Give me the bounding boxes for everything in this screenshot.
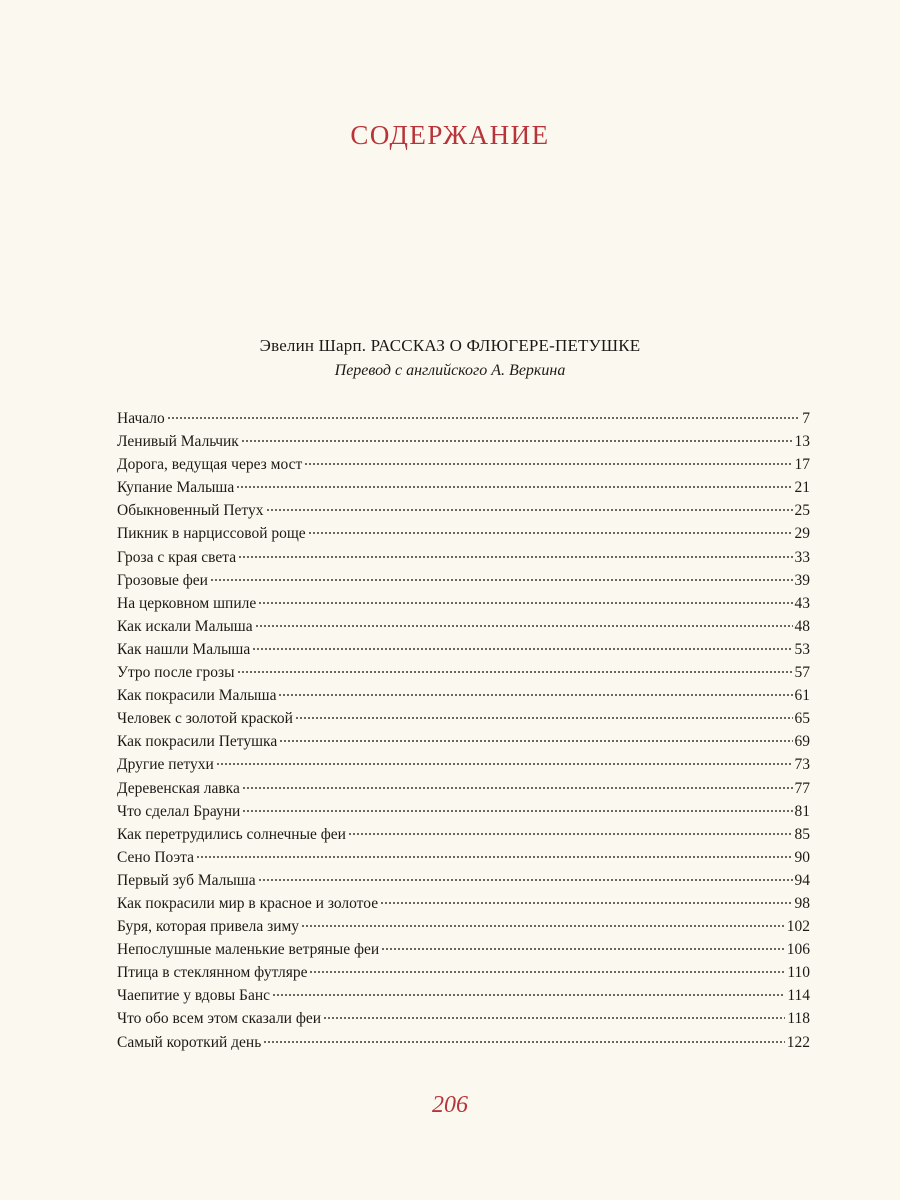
toc-entry-page: 7 [802, 410, 810, 427]
toc-entry-title: Начало [117, 410, 165, 427]
toc-entry-title: Обыкновенный Петух [117, 502, 264, 520]
toc-entry-title: Утро после грозы [117, 664, 235, 682]
toc-entry-title: Как покрасили Малыша [117, 687, 277, 705]
toc-entry-title: Как покрасили Петушка [117, 733, 278, 751]
toc-entry-title: Как нашли Малыша [117, 640, 251, 658]
toc-dot-leader [258, 879, 793, 881]
toc-entry-page: 65 [794, 710, 810, 728]
toc-entry [117, 777, 810, 800]
toc-entry [117, 546, 810, 569]
toc-entry [117, 707, 810, 730]
toc-entry-page: 57 [794, 664, 810, 682]
toc-entry-title: Чаепитие у вдовы Банс [117, 987, 271, 1005]
toc-entry [117, 1031, 810, 1054]
toc-dot-leader [236, 486, 792, 488]
toc-entry-title: Первый зуб Малыша [117, 871, 256, 889]
toc-entry-title: Что обо всем этом сказали феи [117, 1010, 322, 1028]
toc-entry-title: Как покрасили мир в красное и золотое [117, 894, 379, 912]
toc-entry-page: 17 [794, 456, 810, 474]
toc-entry-title: Ленивый Мальчик [117, 433, 239, 451]
toc-dot-leader [210, 579, 793, 581]
toc-entry [117, 938, 810, 961]
toc-dot-leader [381, 948, 785, 950]
toc-entry [117, 407, 810, 430]
toc-entry-page: 43 [794, 594, 810, 612]
page-number: 206 [432, 1092, 468, 1118]
toc-entry-page: 85 [794, 825, 810, 843]
toc-entry [117, 615, 810, 638]
toc-dot-leader [255, 625, 793, 627]
toc-entry [117, 430, 810, 453]
toc-entry-page: 73 [794, 756, 810, 774]
toc-entry [117, 522, 810, 545]
toc-entry-title: Птица в стеклянном футляре [117, 964, 308, 982]
toc-entry [117, 638, 810, 661]
toc-entry-page: 13 [794, 433, 810, 451]
toc-entry [117, 892, 810, 915]
toc-entry-page: 122 [786, 1033, 810, 1051]
toc-entry-title: Как искали Малыша [117, 617, 253, 635]
toc-entry [117, 661, 810, 684]
toc-entry-title: Пикник в нарциссовой роще [117, 525, 306, 543]
toc-entry-page: 21 [794, 479, 810, 497]
toc-entry-title: Другие петухи [117, 756, 214, 774]
toc-entry [117, 476, 810, 499]
toc-entry-page: 39 [794, 571, 810, 589]
toc-entry-title: Непослушные маленькие ветряные феи [117, 941, 380, 959]
toc-dot-leader [242, 810, 792, 812]
toc-dot-leader [301, 925, 785, 927]
toc-entry-title: Грозовые феи [117, 571, 208, 589]
toc-dot-leader [263, 1041, 784, 1043]
toc-dot-leader [304, 463, 792, 465]
toc-entry-title: Купание Малыша [117, 479, 235, 497]
toc-dot-leader [252, 648, 792, 650]
toc-entry-page: 118 [787, 1010, 810, 1028]
toc-entry-title: Что сделал Брауни [117, 802, 241, 820]
toc-dot-leader [216, 763, 793, 765]
toc-entry [117, 592, 810, 615]
toc-entry [117, 823, 810, 846]
toc-dot-leader [348, 833, 793, 835]
toc-entry [117, 915, 810, 938]
toc-entry-title: Сено Поэта [117, 848, 194, 866]
toc-dot-leader [308, 532, 793, 534]
toc-dot-leader [238, 556, 792, 558]
toc-entry-page: 81 [794, 802, 810, 820]
toc-entry-title: Буря, которая привела зиму [117, 918, 300, 936]
toc-entry [117, 453, 810, 476]
toc-entry-title: Дорога, ведущая через мост [117, 456, 303, 474]
toc-entry [117, 499, 810, 522]
toc-entry-page: 106 [786, 941, 810, 959]
toc-dot-leader [242, 787, 793, 789]
toc-entry-page: 69 [794, 733, 810, 751]
toc-entry-title: На церковном шпиле [117, 594, 257, 612]
toc-entry [117, 684, 810, 707]
table-of-contents [117, 407, 810, 1054]
toc-entry [117, 984, 810, 1007]
toc-dot-leader [279, 740, 792, 742]
toc-entry-page: 114 [787, 987, 810, 1005]
toc-entry [117, 800, 810, 823]
toc-entry [117, 846, 810, 869]
toc-entry [117, 753, 810, 776]
toc-entry-page: 94 [794, 871, 810, 889]
section-heading: Эвелин Шарп. РАССКАЗ О ФЛЮГЕРЕ-ПЕТУШКЕ [259, 336, 641, 355]
toc-entry-page: 102 [786, 918, 810, 936]
toc-dot-leader [237, 671, 793, 673]
toc-dot-leader [323, 1017, 785, 1019]
toc-entry-page: 53 [794, 640, 810, 658]
toc-dot-leader [278, 694, 792, 696]
toc-entry-page: 90 [794, 848, 810, 866]
toc-entry-page: 77 [794, 779, 810, 797]
toc-dot-leader [258, 602, 792, 604]
toc-entry-page: 48 [794, 617, 810, 635]
toc-dot-leader [309, 971, 785, 973]
toc-dot-leader [241, 440, 793, 442]
toc-entry-title: Деревенская лавка [117, 779, 240, 797]
toc-entry-title: Человек с золотой краской [117, 710, 293, 728]
toc-dot-leader [272, 994, 785, 996]
toc-entry-title: Как перетрудились солнечные феи [117, 825, 346, 843]
toc-entry [117, 1007, 810, 1030]
toc-entry-page: 98 [794, 894, 810, 912]
toc-dot-leader [196, 856, 793, 858]
toc-entry [117, 569, 810, 592]
toc-dot-leader [167, 417, 801, 419]
toc-entry [117, 869, 810, 892]
toc-entry-page: 33 [794, 548, 810, 566]
toc-dot-leader [266, 509, 793, 511]
toc-entry-title: Самый короткий день [117, 1033, 262, 1051]
toc-entry [117, 961, 810, 984]
toc-entry-title: Гроза с края света [117, 548, 237, 566]
toc-dot-leader [380, 902, 792, 904]
toc-entry-page: 29 [794, 525, 810, 543]
toc-dot-leader [295, 717, 793, 719]
translator-credit: Перевод с английского А. Веркина [334, 362, 566, 379]
page-title: СОДЕРЖАНИЕ [350, 120, 550, 150]
toc-entry-page: 25 [794, 502, 810, 520]
toc-entry-page: 110 [787, 964, 810, 982]
toc-entry-page: 61 [794, 687, 810, 705]
toc-entry [117, 730, 810, 753]
